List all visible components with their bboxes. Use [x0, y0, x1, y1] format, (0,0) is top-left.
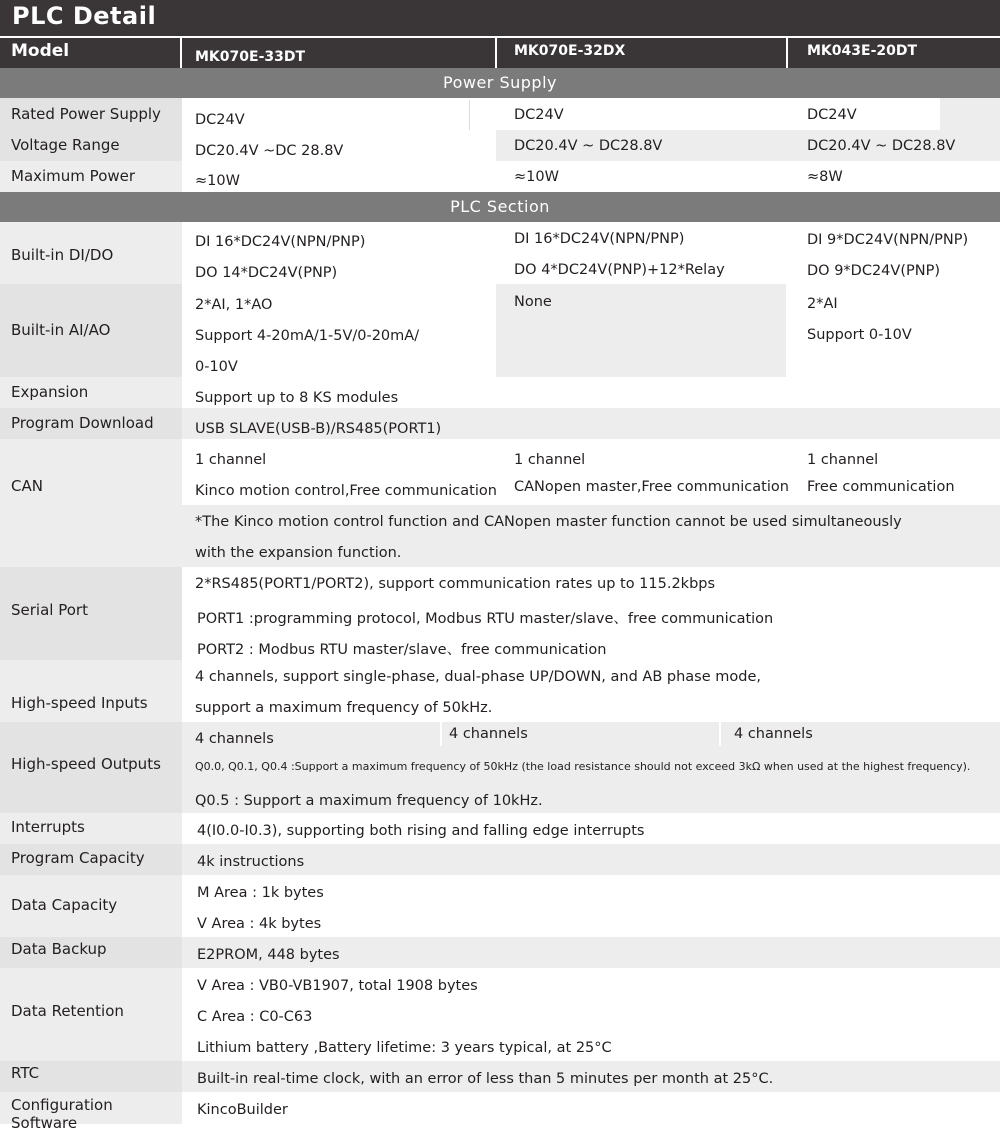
dido-col2-line1: DI 16*DC24V(NPN/PNP)	[514, 231, 685, 247]
aiao-col2-line1: None	[514, 294, 552, 310]
hso-label: High-speed Outputs	[11, 755, 161, 773]
dido-label: Built-in DI/DO	[11, 246, 114, 264]
row-label-bg	[0, 222, 182, 284]
row-label-bg	[0, 567, 182, 660]
page-title: PLC Detail	[12, 2, 157, 30]
title-bar	[0, 0, 1000, 36]
rtc-label: RTC	[11, 1064, 40, 1082]
serial-line1: 2*RS485(PORT1/PORT2), support communication rates up to 115.2kbps	[195, 576, 716, 592]
voltage-value-2: DC20.4V ~ DC28.8V	[514, 138, 663, 154]
max-power-value-2: ≈10W	[514, 169, 559, 185]
can-note-line1: *The Kinco motion control function and CANopen master function cannot be used simultaneously	[195, 514, 902, 530]
capacity-label: Program Capacity	[11, 849, 145, 867]
row-label-bg	[0, 844, 182, 875]
expansion-label: Expansion	[11, 383, 89, 401]
row-label-bg	[0, 968, 182, 1061]
cell-bg	[940, 98, 1000, 130]
cell-divider	[719, 722, 721, 746]
row-label-bg	[0, 1061, 182, 1092]
data-capacity-label: Data Capacity	[11, 896, 118, 914]
row-label-bg	[0, 377, 182, 408]
can-col2-line2: CANopen master,Free communication	[514, 479, 789, 495]
serial-label: Serial Port	[11, 601, 88, 619]
section-plc: PLC Section	[0, 192, 1000, 222]
rated-power-label: Rated Power Supply	[11, 105, 161, 123]
section-power-supply: Power Supply	[0, 68, 1000, 98]
voltage-value-3: DC20.4V ~ DC28.8V	[807, 138, 956, 154]
download-label: Program Download	[11, 414, 154, 432]
header-divider	[180, 38, 182, 68]
retention-line2: C Area : C0-C63	[197, 1009, 313, 1025]
capacity-value: 4k instructions	[197, 854, 305, 870]
model-3: MK043E-20DT	[807, 43, 918, 59]
rated-power-value-3: DC24V	[807, 107, 857, 123]
hso-channel-1: 4 channels	[195, 731, 274, 747]
header-divider	[495, 38, 497, 68]
cell-divider	[440, 722, 442, 746]
dido-col2-line2: DO 4*DC24V(PNP)+12*Relay	[514, 262, 725, 278]
voltage-value-1: DC20.4V ~DC 28.8V	[195, 143, 344, 159]
max-power-value-3: ≈8W	[807, 169, 843, 185]
data-capacity-line2: V Area : 4k bytes	[197, 916, 322, 932]
model-2: MK070E-32DX	[514, 43, 626, 59]
row-label-bg	[0, 130, 182, 161]
retention-line1: V Area : VB0-VB1907, total 1908 bytes	[197, 978, 478, 994]
aiao-col1-line2: Support 4-20mA/1-5V/0-20mA/	[195, 328, 420, 344]
row-label-bg	[0, 439, 182, 567]
aiao-col3-line1: 2*AI	[807, 296, 838, 312]
max-power-value-1: ≈10W	[195, 173, 240, 189]
aiao-label: Built-in AI/AO	[11, 321, 111, 339]
hso-q05: Q0.5 : Support a maximum frequency of 10kHz.	[195, 793, 543, 809]
can-col1-line2: Kinco motion control,Free communication	[195, 483, 497, 499]
row-label-bg	[0, 660, 182, 722]
aiao-col1-line3: 0-10V	[195, 359, 238, 375]
row-label-bg	[0, 284, 182, 377]
can-note-line2: with the expansion function.	[195, 545, 402, 561]
row-label-bg	[0, 1092, 182, 1132]
download-value: USB SLAVE(USB-B)/RS485(PORT1)	[195, 421, 442, 437]
retention-label: Data Retention	[11, 1002, 124, 1020]
dido-col1-line2: DO 14*DC24V(PNP)	[195, 265, 338, 281]
rated-power-value-1: DC24V	[195, 112, 245, 128]
backup-label: Data Backup	[11, 940, 107, 958]
can-col1-line1: 1 channel	[195, 452, 267, 468]
dido-col3-line2: DO 9*DC24V(PNP)	[807, 263, 940, 279]
max-power-label: Maximum Power	[11, 167, 136, 185]
row-label-bg	[0, 161, 182, 192]
software-value: KincoBuilder	[197, 1102, 288, 1118]
interrupts-value: 4(I0.0-I0.3), supporting both rising and falling edge interrupts	[197, 823, 645, 839]
hso-channel-3: 4 channels	[734, 726, 813, 742]
backup-value: E2PROM, 448 bytes	[197, 947, 340, 963]
hsi-line2: support a maximum frequency of 50kHz.	[195, 700, 493, 716]
hso-channel-2: 4 channels	[449, 726, 528, 742]
cell-divider	[469, 100, 470, 130]
hsi-line1: 4 channels, support single-phase, dual-phase UP/DOWN, and AB phase mode,	[195, 669, 761, 685]
can-label: CAN	[11, 477, 43, 495]
hso-note: Q0.0, Q0.1, Q0.4 :Support a maximum frequency of 50kHz (the load resistance should not exceed 3kΩ when used at the highest frequency).	[195, 760, 971, 773]
row-label-bg	[0, 875, 182, 937]
row-label-bg	[0, 98, 182, 130]
can-col2-line1: 1 channel	[514, 452, 586, 468]
row-label-bg	[0, 937, 182, 968]
aiao-col3-line2: Support 0-10V	[807, 327, 912, 343]
dido-col1-line1: DI 16*DC24V(NPN/PNP)	[195, 234, 366, 250]
data-capacity-line1: M Area : 1k bytes	[197, 885, 324, 901]
serial-line3: PORT2 : Modbus RTU master/slave、free communication	[197, 642, 607, 658]
header-divider	[786, 38, 788, 68]
can-col3-line2: Free communication	[807, 479, 955, 495]
dido-col3-line1: DI 9*DC24V(NPN/PNP)	[807, 232, 969, 248]
model-1: MK070E-33DT	[195, 49, 306, 65]
voltage-range-label: Voltage Range	[11, 136, 120, 154]
serial-line2: PORT1 :programming protocol, Modbus RTU master/slave、free communication	[197, 611, 774, 627]
can-col3-line1: 1 channel	[807, 452, 879, 468]
software-label: Configuration Software	[11, 1096, 113, 1132]
row-label-bg	[0, 408, 182, 439]
retention-line3: Lithium battery ,Battery lifetime: 3 years typical, at 25°C	[197, 1040, 612, 1056]
row-label-bg	[0, 722, 182, 813]
expansion-value: Support up to 8 KS modules	[195, 390, 399, 406]
rated-power-value-2: DC24V	[514, 107, 564, 123]
hsi-label: High-speed Inputs	[11, 694, 148, 712]
row-label-bg	[0, 813, 182, 844]
rtc-value: Built-in real-time clock, with an error of less than 5 minutes per month at 25°C.	[197, 1071, 774, 1087]
model-label: Model	[11, 41, 70, 61]
model-header-row	[0, 38, 1000, 68]
interrupts-label: Interrupts	[11, 818, 85, 836]
aiao-col1-line1: 2*AI, 1*AO	[195, 297, 273, 313]
